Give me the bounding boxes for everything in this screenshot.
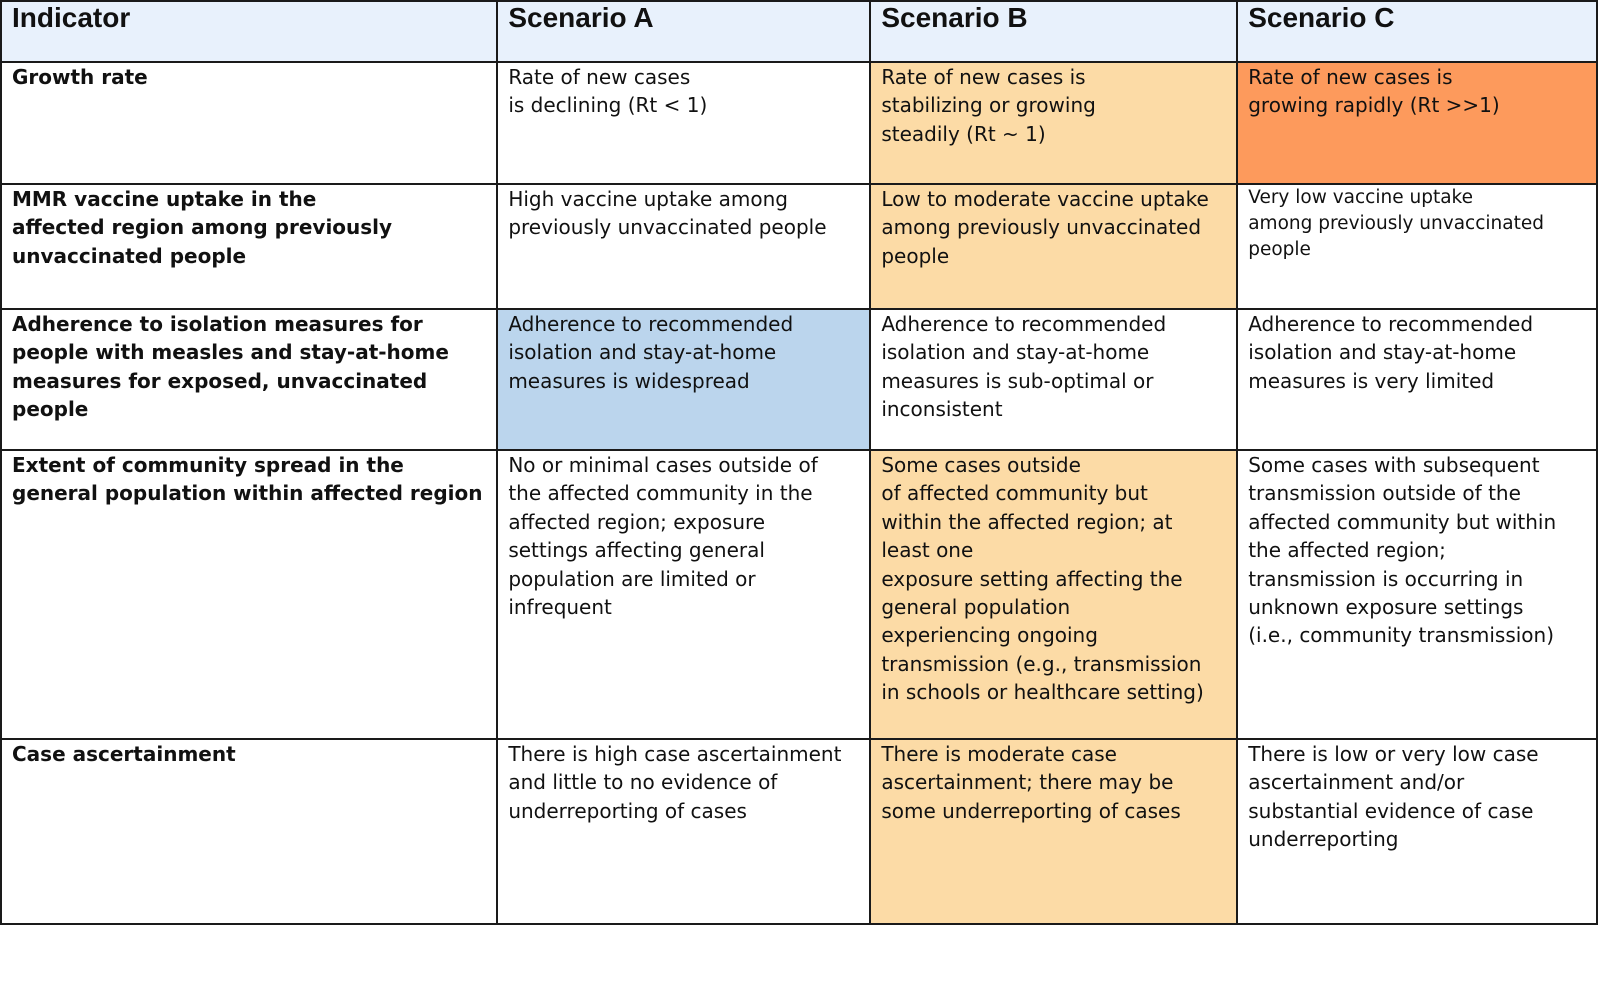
indicator-cell: Adherence to isolation measures for people with measles and stay-at-home measures for exposed, unvaccinated people <box>1 309 497 450</box>
scenario-c-cell: There is low or very low case ascertainment and/or substantial evidence of case underreporting <box>1237 739 1597 924</box>
row-vaccine-uptake <box>1 184 1597 309</box>
row-isolation-adherence <box>1 309 1597 450</box>
indicator-cell: Extent of community spread in the general population within affected region <box>1 450 497 739</box>
scenario-b-cell: Adherence to recommended isolation and stay-at-home measures is sub-optimal or inconsistent <box>870 309 1237 450</box>
scenario-c-cell: Adherence to recommended isolation and stay-at-home measures is very limited <box>1237 309 1597 450</box>
scenario-c-cell: Rate of new cases is growing rapidly (Rt >>1) <box>1237 62 1597 184</box>
scenario-a-cell: Adherence to recommended isolation and stay-at-home measures is widespread <box>497 309 870 450</box>
row-community-spread <box>1 450 1597 739</box>
header-scenario-b: Scenario B <box>870 1 1237 62</box>
scenario-b-cell: Some cases outside of affected community but within the affected region; at least one exposure setting affecting the general population experiencing ongoing transmission (e.g., transmission in schools or healthcare setting) <box>870 450 1237 739</box>
header-scenario-c: Scenario C <box>1237 1 1597 62</box>
scenario-c-cell: Some cases with subsequent transmission outside of the affected community but within the affected region; transmission is occurring in unknown exposure settings (i.e., community transmission) <box>1237 450 1597 739</box>
indicator-cell: MMR vaccine uptake in the affected region among previously unvaccinated people <box>1 184 497 309</box>
row-growth-rate <box>1 62 1597 184</box>
scenario-a-cell: There is high case ascertainment and little to no evidence of underreporting of cases <box>497 739 870 924</box>
header-indicator: Indicator <box>1 1 497 62</box>
indicator-cell: Case ascertainment <box>1 739 497 924</box>
row-case-ascertainment <box>1 739 1597 924</box>
scenario-b-cell: Low to moderate vaccine uptake among previously unvaccinated people <box>870 184 1237 309</box>
header-scenario-a: Scenario A <box>497 1 870 62</box>
scenario-a-cell: Rate of new cases is declining (Rt < 1) <box>497 62 870 184</box>
scenario-c-cell: Very low vaccine uptake among previously unvaccinated people <box>1237 184 1597 309</box>
scenario-a-cell: High vaccine uptake among previously unvaccinated people <box>497 184 870 309</box>
indicator-cell: Growth rate <box>1 62 497 184</box>
header-row <box>1 1 1597 62</box>
scenario-b-cell: There is moderate case ascertainment; there may be some underreporting of cases <box>870 739 1237 924</box>
scenario-a-cell: No or minimal cases outside of the affected community in the affected region; exposure settings affecting general population are limited or infrequent <box>497 450 870 739</box>
scenario-b-cell: Rate of new cases is stabilizing or growing steadily (Rt ~ 1) <box>870 62 1237 184</box>
